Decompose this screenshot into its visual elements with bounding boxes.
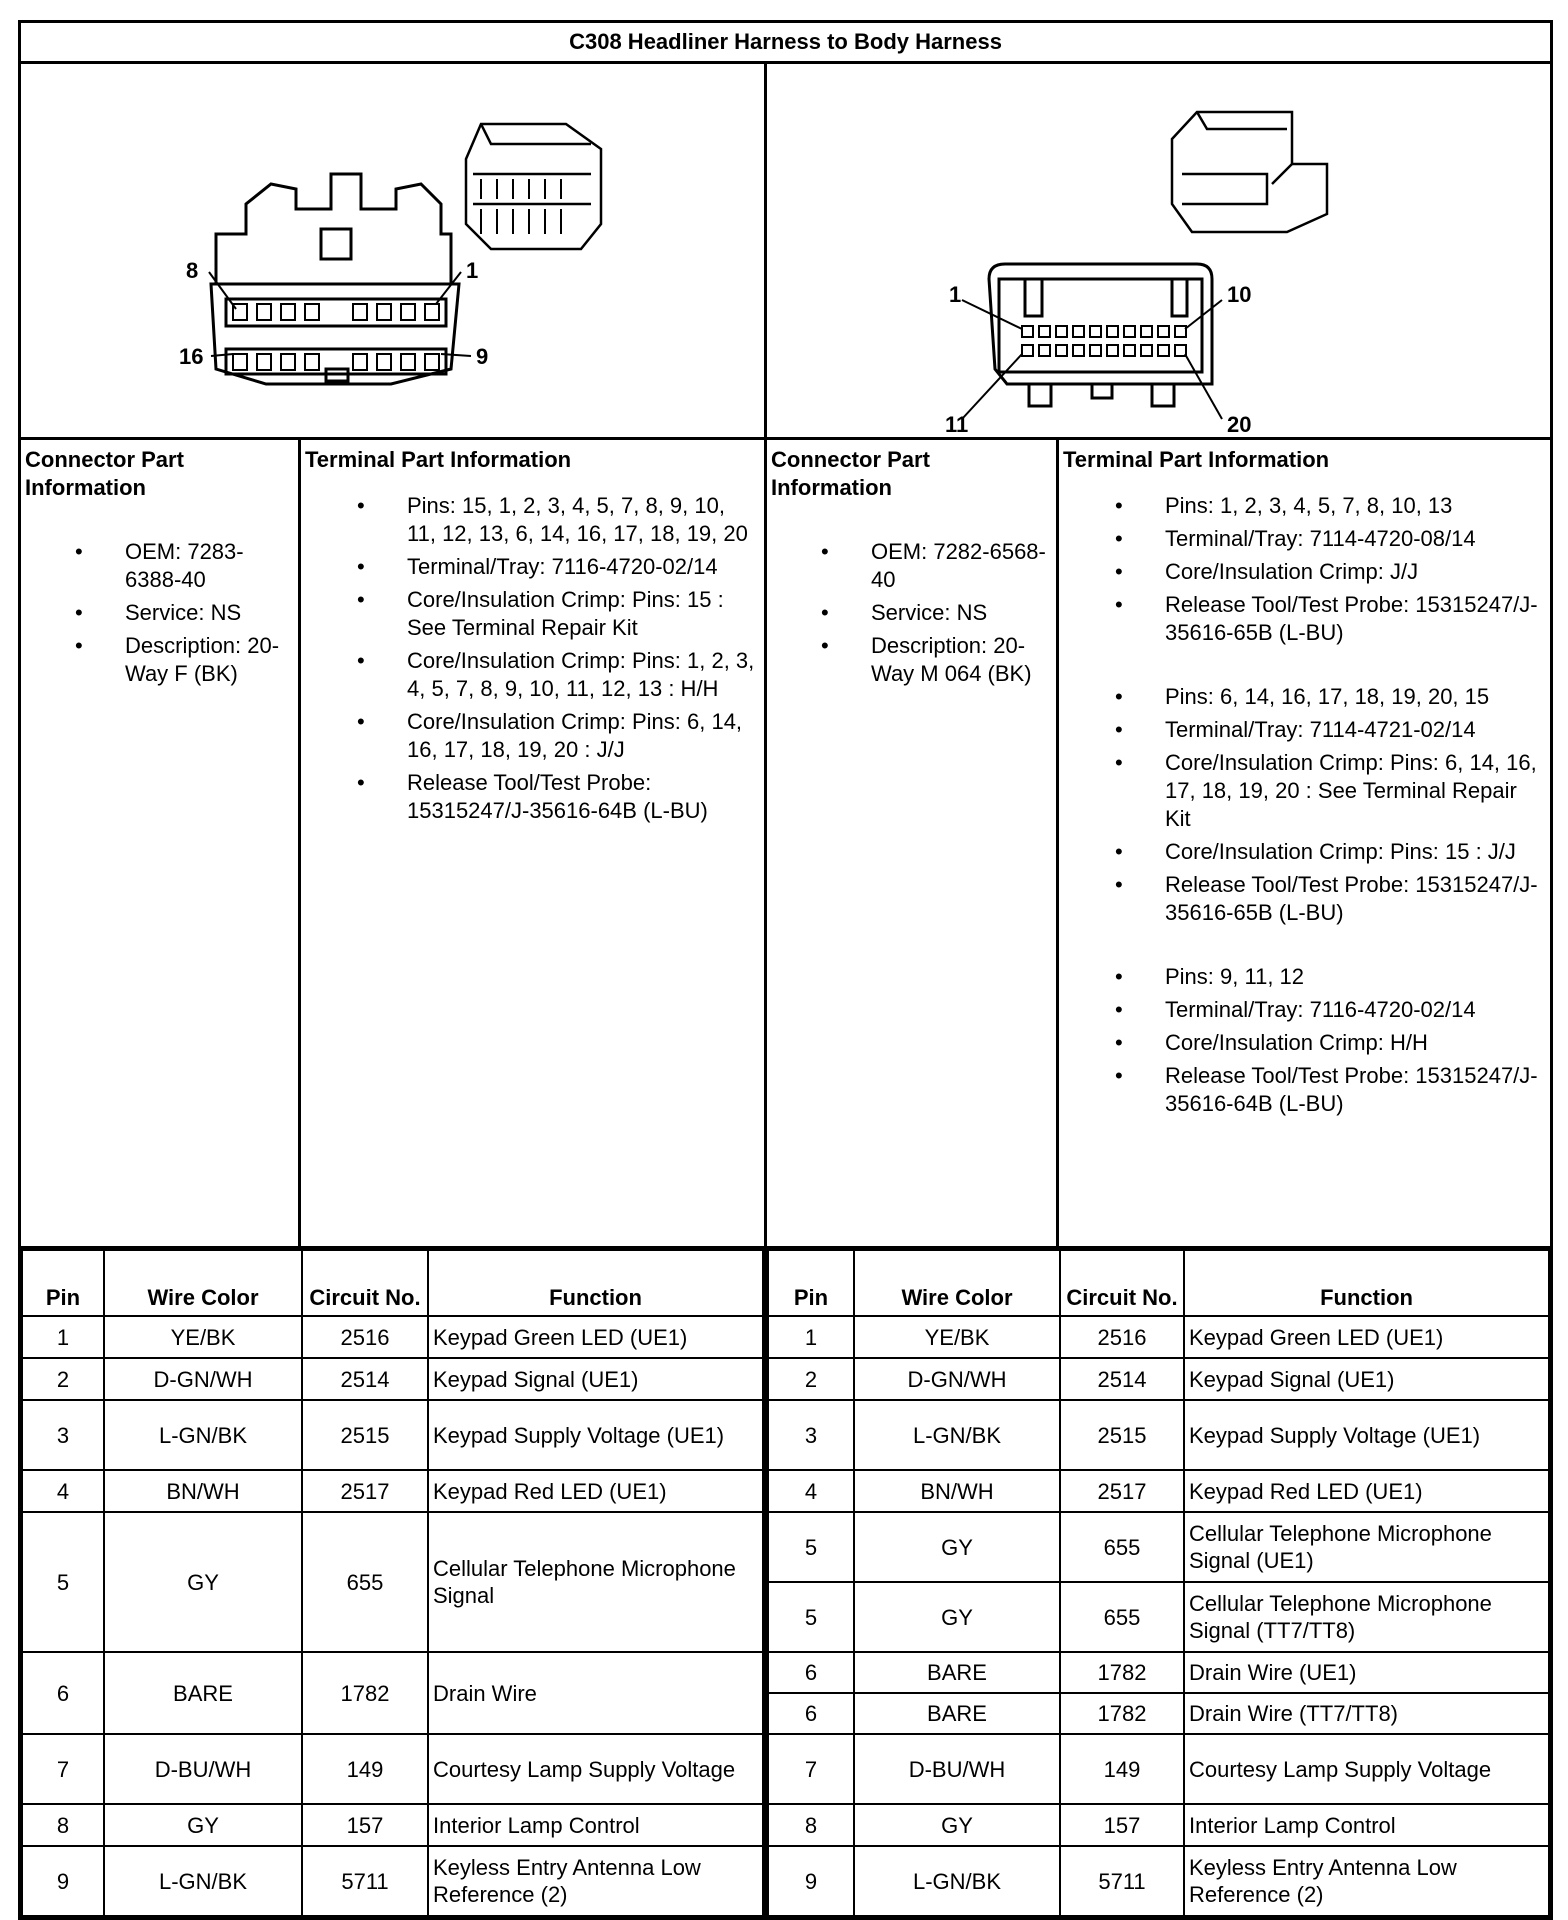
table-header-row [22, 1250, 763, 1316]
col-header-circuit: Circuit No. [1060, 1250, 1184, 1316]
cell-circuit: 149 [302, 1734, 428, 1804]
cell-pin: 4 [22, 1470, 104, 1512]
list-item: • Release Tool/Test Probe: 15315247/J-35616-65B (L-BU) [1165, 871, 1546, 927]
col-header-wire: Wire Color [854, 1250, 1060, 1316]
cell-wire: L-GN/BK [854, 1846, 1060, 1916]
cell-function: Cellular Telephone Microphone Signal (UE1) [1184, 1512, 1549, 1582]
left-fig-label-8: 8 [186, 258, 199, 283]
male-connector-drawing [767, 64, 1553, 432]
right-connector-heading: Connector Part Information [771, 447, 930, 500]
cell-wire: GY [104, 1804, 302, 1846]
right-fig-label-1: 1 [949, 282, 962, 307]
cell-function: Interior Lamp Control [428, 1804, 763, 1846]
cell-circuit: 5711 [1060, 1846, 1184, 1916]
male-pin-cavities [1022, 326, 1186, 356]
table-row [768, 1358, 1549, 1400]
cell-circuit: 157 [1060, 1804, 1184, 1846]
right-connector-list [771, 538, 1052, 688]
cell-pin: 2 [768, 1358, 854, 1400]
table-row [22, 1470, 763, 1512]
cell-function: Keypad Supply Voltage (UE1) [1184, 1400, 1549, 1470]
right-terminal-group-3 [1063, 963, 1546, 1118]
cell-circuit: 1782 [1060, 1693, 1184, 1734]
list-item: • Pins: 1, 2, 3, 4, 5, 7, 8, 10, 13 [1165, 492, 1546, 520]
cell-pin: 1 [768, 1316, 854, 1358]
right-pinout-table [767, 1249, 1550, 1917]
list-item: • Core/Insulation Crimp: Pins: 1, 2, 3, 4, 5, 7, 8, 9, 10, 11, 12, 13 : H/H [407, 647, 760, 703]
cell-circuit: 2515 [302, 1400, 428, 1470]
col-header-wire: Wire Color [104, 1250, 302, 1316]
cell-pin: 7 [22, 1734, 104, 1804]
table-row [22, 1358, 763, 1400]
left-connector-list [25, 538, 294, 688]
cell-pin: 9 [768, 1846, 854, 1916]
cell-function: Cellular Telephone Microphone Signal (TT7/TT8) [1184, 1582, 1549, 1652]
list-item: • Description: 20-Way F (BK) [125, 632, 294, 688]
table-row [22, 1316, 763, 1358]
right-terminal-info [1058, 439, 1552, 1248]
table-row [768, 1693, 1549, 1734]
cell-circuit: 2514 [302, 1358, 428, 1400]
table-row [768, 1316, 1549, 1358]
right-fig-label-11: 11 [945, 412, 969, 432]
col-header-function: Function [428, 1250, 763, 1316]
left-fig-label-9: 9 [476, 344, 489, 369]
list-item: • Release Tool/Test Probe: 15315247/J-35616-64B (L-BU) [1165, 1062, 1546, 1118]
cell-circuit: 1782 [1060, 1652, 1184, 1693]
cell-wire: GY [854, 1804, 1060, 1846]
cell-circuit: 149 [1060, 1734, 1184, 1804]
cell-function: Keypad Signal (UE1) [428, 1358, 763, 1400]
list-item: • Core/Insulation Crimp: Pins: 6, 14, 16, 17, 18, 19, 20 : See Terminal Repair Kit [1165, 749, 1546, 833]
left-pinout [20, 1248, 766, 1919]
cell-circuit: 655 [1060, 1582, 1184, 1652]
cell-wire: L-GN/BK [104, 1400, 302, 1470]
table-row [22, 1846, 763, 1916]
cell-wire: D-BU/WH [104, 1734, 302, 1804]
cell-wire: BARE [854, 1652, 1060, 1693]
list-item: • Core/Insulation Crimp: Pins: 15 : J/J [1165, 838, 1546, 866]
col-header-pin: Pin [768, 1250, 854, 1316]
cell-wire: D-GN/WH [854, 1358, 1060, 1400]
cell-wire: GY [854, 1512, 1060, 1582]
cell-circuit: 1782 [302, 1652, 428, 1734]
main-table [18, 20, 1553, 1920]
cell-pin: 6 [768, 1693, 854, 1734]
table-row [768, 1512, 1549, 1582]
list-item: • Terminal/Tray: 7114-4720-08/14 [1165, 525, 1546, 553]
list-item: • Core/Insulation Crimp: Pins: 6, 14, 16, 17, 18, 19, 20 : J/J [407, 708, 760, 764]
cell-function: Keypad Green LED (UE1) [1184, 1316, 1549, 1358]
cell-circuit: 2517 [302, 1470, 428, 1512]
list-item: • Core/Insulation Crimp: H/H [1165, 1029, 1546, 1057]
cell-circuit: 655 [302, 1512, 428, 1652]
cell-wire: GY [104, 1512, 302, 1652]
cell-pin: 9 [22, 1846, 104, 1916]
cell-pin: 5 [768, 1512, 854, 1582]
cell-wire: BN/WH [104, 1470, 302, 1512]
col-header-circuit: Circuit No. [302, 1250, 428, 1316]
table-row [22, 1652, 763, 1734]
cell-function: Keypad Red LED (UE1) [428, 1470, 763, 1512]
left-fig-label-16: 16 [179, 344, 204, 369]
cell-circuit: 2515 [1060, 1400, 1184, 1470]
table-header-row [768, 1250, 1549, 1316]
cell-function: Courtesy Lamp Supply Voltage [428, 1734, 763, 1804]
cell-circuit: 2516 [1060, 1316, 1184, 1358]
col-header-pin: Pin [22, 1250, 104, 1316]
left-terminal-list [305, 492, 760, 825]
left-fig-label-1: 1 [466, 258, 479, 283]
cell-wire: L-GN/BK [104, 1846, 302, 1916]
cell-pin: 6 [22, 1652, 104, 1734]
cell-function: Courtesy Lamp Supply Voltage [1184, 1734, 1549, 1804]
cell-function: Drain Wire [428, 1652, 763, 1734]
cell-pin: 1 [22, 1316, 104, 1358]
cell-wire: YE/BK [104, 1316, 302, 1358]
left-connector-info [20, 439, 300, 1248]
table-row [768, 1582, 1549, 1652]
list-item: • OEM: 7282-6568-40 [871, 538, 1052, 594]
cell-pin: 5 [768, 1582, 854, 1652]
cell-function: Keypad Signal (UE1) [1184, 1358, 1549, 1400]
cell-function: Interior Lamp Control [1184, 1804, 1549, 1846]
list-item: • Terminal/Tray: 7114-4721-02/14 [1165, 716, 1546, 744]
right-terminal-group-2 [1063, 683, 1546, 927]
col-header-function: Function [1184, 1250, 1549, 1316]
table-row [768, 1846, 1549, 1916]
cell-circuit: 655 [1060, 1512, 1184, 1582]
table-row [22, 1512, 763, 1652]
right-fig-label-20: 20 [1227, 412, 1252, 432]
left-connector-heading: Connector Part Information [25, 447, 184, 500]
cell-wire: YE/BK [854, 1316, 1060, 1358]
right-terminal-group-1 [1063, 492, 1546, 647]
female-connector-drawing [21, 64, 767, 432]
connector-sheet [18, 20, 1550, 1918]
left-terminal-info [300, 439, 766, 1248]
list-item: • Pins: 15, 1, 2, 3, 4, 5, 7, 8, 9, 10, 11, 12, 13, 6, 14, 16, 17, 18, 19, 20 [407, 492, 760, 548]
table-row [768, 1734, 1549, 1804]
cell-circuit: 2516 [302, 1316, 428, 1358]
cell-function: Drain Wire (UE1) [1184, 1652, 1549, 1693]
cell-wire: BN/WH [854, 1470, 1060, 1512]
cell-pin: 3 [768, 1400, 854, 1470]
left-connector-figure [20, 63, 766, 439]
right-connector-figure [766, 63, 1552, 439]
right-terminal-heading: Terminal Part Information [1063, 447, 1330, 472]
cell-pin: 4 [768, 1470, 854, 1512]
cell-wire: D-BU/WH [854, 1734, 1060, 1804]
list-item: • Release Tool/Test Probe: 15315247/J-35616-64B (L-BU) [407, 769, 760, 825]
cell-function: Keypad Supply Voltage (UE1) [428, 1400, 763, 1470]
list-item: • OEM: 7283-6388-40 [125, 538, 294, 594]
list-item: • Description: 20-Way M 064 (BK) [871, 632, 1052, 688]
table-row [768, 1470, 1549, 1512]
cell-wire: L-GN/BK [854, 1400, 1060, 1470]
list-item: • Pins: 6, 14, 16, 17, 18, 19, 20, 15 [1165, 683, 1546, 711]
cell-pin: 7 [768, 1734, 854, 1804]
right-fig-label-10: 10 [1227, 282, 1252, 307]
right-pinout [766, 1248, 1552, 1919]
cell-function: Keyless Entry Antenna Low Reference (2) [428, 1846, 763, 1916]
cell-pin: 8 [768, 1804, 854, 1846]
list-item: • Service: NS [125, 599, 294, 627]
list-item: • Core/Insulation Crimp: J/J [1165, 558, 1546, 586]
table-row [768, 1804, 1549, 1846]
cell-circuit: 5711 [302, 1846, 428, 1916]
table-row [768, 1652, 1549, 1693]
cell-circuit: 2517 [1060, 1470, 1184, 1512]
cell-circuit: 2514 [1060, 1358, 1184, 1400]
female-pin-cavities [233, 304, 439, 370]
list-item: • Terminal/Tray: 7116-4720-02/14 [1165, 996, 1546, 1024]
cell-pin: 3 [22, 1400, 104, 1470]
table-row [768, 1400, 1549, 1470]
cell-function: Keyless Entry Antenna Low Reference (2) [1184, 1846, 1549, 1916]
cell-pin: 5 [22, 1512, 104, 1652]
page-title: C308 Headliner Harness to Body Harness [20, 22, 1552, 63]
cell-wire: BARE [854, 1693, 1060, 1734]
list-item: • Pins: 9, 11, 12 [1165, 963, 1546, 991]
cell-circuit: 157 [302, 1804, 428, 1846]
cell-pin: 2 [22, 1358, 104, 1400]
cell-pin: 6 [768, 1652, 854, 1693]
list-item: • Release Tool/Test Probe: 15315247/J-35616-65B (L-BU) [1165, 591, 1546, 647]
table-row [22, 1804, 763, 1846]
cell-wire: D-GN/WH [104, 1358, 302, 1400]
left-terminal-heading: Terminal Part Information [305, 447, 572, 472]
cell-function: Cellular Telephone Microphone Signal [428, 1512, 763, 1652]
cell-pin: 8 [22, 1804, 104, 1846]
cell-function: Drain Wire (TT7/TT8) [1184, 1693, 1549, 1734]
left-pinout-table [21, 1249, 764, 1917]
cell-function: Keypad Green LED (UE1) [428, 1316, 763, 1358]
right-connector-info [766, 439, 1058, 1248]
list-item: • Core/Insulation Crimp: Pins: 15 : See Terminal Repair Kit [407, 586, 760, 642]
table-row [22, 1734, 763, 1804]
list-item: • Service: NS [871, 599, 1052, 627]
cell-wire: GY [854, 1582, 1060, 1652]
list-item: • Terminal/Tray: 7116-4720-02/14 [407, 553, 760, 581]
table-row [22, 1400, 763, 1470]
cell-wire: BARE [104, 1652, 302, 1734]
cell-function: Keypad Red LED (UE1) [1184, 1470, 1549, 1512]
